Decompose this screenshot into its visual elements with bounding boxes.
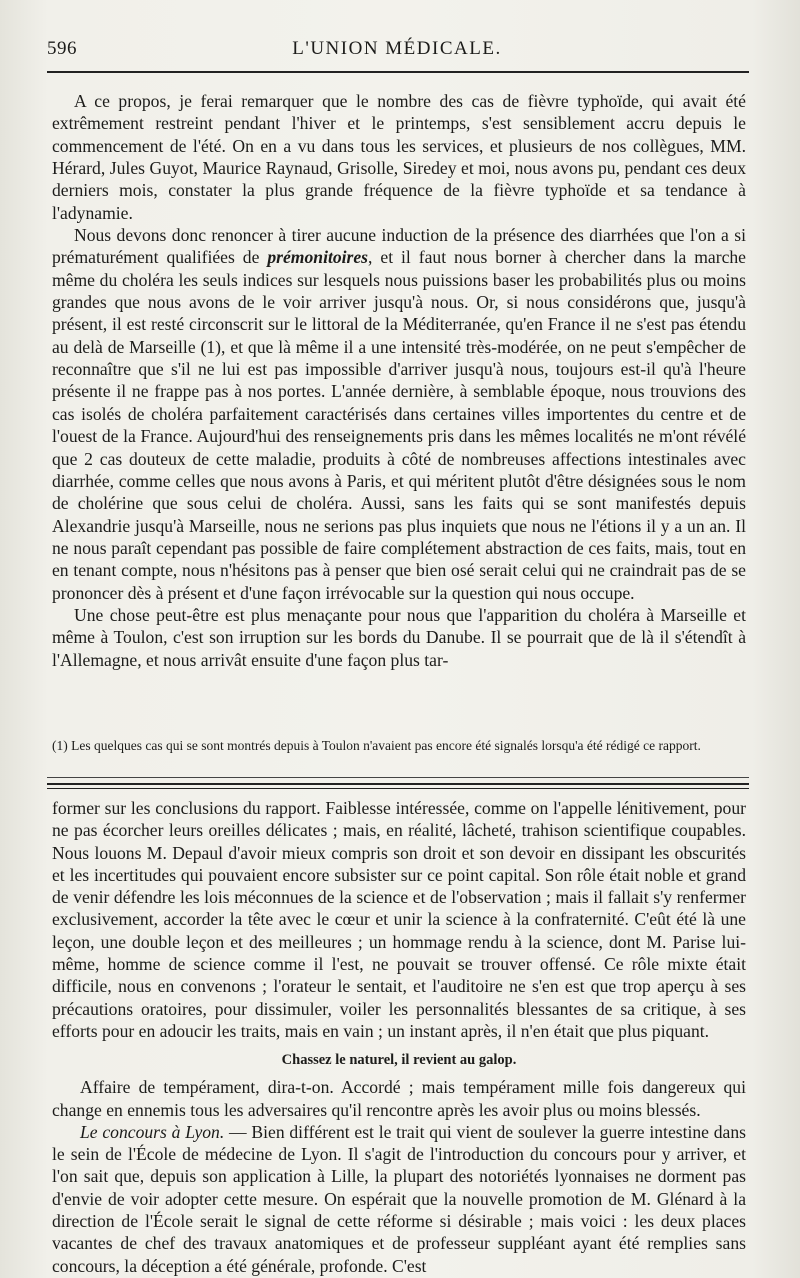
article-paragraph: Affaire de tempérament, dira-t-on. Accordé ; mais tempérament mille fois dangereux qui change en ennemis tous les adversaires qu'il rencontre après les avoir plus ou moins blessés. [52, 1077, 746, 1120]
quotation: Chassez le naturel, il revient au galop. [281, 1052, 517, 1069]
section-heading: Le concours à Lyon. [80, 1121, 225, 1142]
report-text [52, 90, 746, 671]
report-text-run: , et il faut nous borner à chercher dans la marche même du choléra les seuls indices sur lesquels nous puissions baser les probabilités plus ou moins grandes que nous avons de le voir arriver jusqu'à nous. Or, si nous considérons que, jusqu'à présent, il est resté circonscrit sur le littoral de la Méditerranée, qu'en France il ne s'est pas étendu au delà de Marseille (1), et que là même il a une intensité très-modérée, on ne peut s'empêcher de reconnaître que s'il ne lui est pas impossible d'arriver jusqu'à nous, toujours est-il qu'à l'heure présente il ne frappe pas à nos portes. L'année dernière, à semblable époque, nous trouvions des cas isolés de choléra parfaitement caractérisés dans certaines villes importentes du centre et de l'ouest de la France. Aujourd'hui des renseignements pris dans les mêmes localités ne m'ont révélé que 2 cas douteux de cette maladie, produits à côté de nombreuses affections intestinales avec diarrhée, comme celles que nous avons à Paris, et qui méritent plutôt d'être désignées sous le nom de cholérine que sous celui de choléra. Aussi, sans les faits qui se sont manifestés depuis Alexandrie jusqu'à Marseille, nous ne serions pas plus inquiets que nous ne l'étions il y a un an. Il ne nous paraît cependant pas possible de faire complétement abstraction de ces faits, mais, tout en en tenant compte, nous n'hésitons pas à penser que bien osé serait celui qui ne craindrait pas de se prononcer dès à présent et d'une façon irrévocable sur la question qui nous occupe. [52, 247, 746, 603]
footnote-rule [47, 777, 749, 778]
article-paragraph: former sur les conclusions du rapport. Faiblesse intéressée, comme on l'appelle lénitivement, pour ne pas écorcher leurs oreilles délicates ; mais, en réalité, lâcheté, trahison scientifique coupables. Nous louons M. Depaul d'avoir mieux compris son droit et son devoir en dissipant les obscurités et les incertitudes qui pouvaient encore subsister sur ce point capital. Son rôle était noble et grand de venir défendre les lois méconnues de la science et de l'observation ; mais il fallait s'y renfermer exclusivement, accorder la tête avec le cœur et unir la science à la confraternité. C'eût été là une leçon, une double leçon et des meilleures ; un hommage rendu à la science, dont M. Parise lui-même, homme de science comme il l'est, ne pouvait se trouver offensé. Ce rôle mixte était difficile, nous en convenons ; l'orateur le sentait, et l'auditoire ne s'en est que trop aperçu à ses précautions oratoires, pour dissimuler, voiler les personnalités blessantes de sa critique, à ses efforts pour en adoucir les traits, mais en vain ; un instant après, il n'en était que plus piquant. [52, 798, 746, 1041]
section-divider [47, 788, 749, 789]
section-divider [47, 783, 749, 785]
running-title: L'UNION MÉDICALE. [292, 38, 502, 59]
article-text-run: — Bien différent est le trait qui vient de soulever la guerre intestine dans le sein de l'École de médecine de Lyon. Il s'agit de l'introduction du concours pour y arriver, et l'on sait que, depuis son application à Lille, la plupart des notoriétés lyonnaises ne dorment pas d'envie de voir adopter cette mesure. On espérait que la nouvelle promotion de M. Glénard à la direction de l'École serait le signal de cette réforme si désirable ; mais voici : les deux places vacantes de chef des travaux anatomiques et de professeur suppléant ayant été remplies sans concours, la déception a été générale, profonde. C'est [52, 1121, 747, 1276]
page-header [47, 38, 747, 64]
emphasized-term: prémonitoires [267, 247, 369, 268]
article-text [52, 797, 746, 1277]
report-paragraph [52, 224, 746, 604]
report-paragraph: A ce propos, je ferai remarquer que le nombre des cas de fièvre typhoïde, qui avait été extrêmement restreint pendant l'hiver et le printemps, s'est sensiblement accru depuis le commencement de l'été. On en a vu dans tous les services, et plusieurs de nos collègues, MM. Hérard, Jules Guyot, Maurice Raynaud, Grisolle, Siredey et moi, nous avons pu, pendant ces deux derniers mois, constater la plus grande fréquence de la fièvre typhoïde et sa tendance à l'adynamie. [52, 91, 746, 223]
footnote: (1) Les quelques cas qui se sont montrés depuis à Toulon n'avaient pas encore été signalés lorsqu'a été rédigé ce rapport. [52, 738, 701, 753]
report-paragraph: Une chose peut-être est plus menaçante pour nous que l'apparition du choléra à Marseille et même à Toulon, c'est son irruption sur les bords du Danube. Il se pourrait que de là il s'étendît à l'Allemagne, et nous arrivât ensuite d'une façon plus tar- [52, 604, 746, 670]
header-rule [47, 71, 749, 73]
report-text-run: Nous devons donc renoncer à tirer aucune induction de la présence des diarrhées que l'on a si prématurément qualifiées de [52, 225, 746, 268]
article-paragraph [52, 1121, 746, 1277]
page-number: 596 [47, 38, 77, 59]
